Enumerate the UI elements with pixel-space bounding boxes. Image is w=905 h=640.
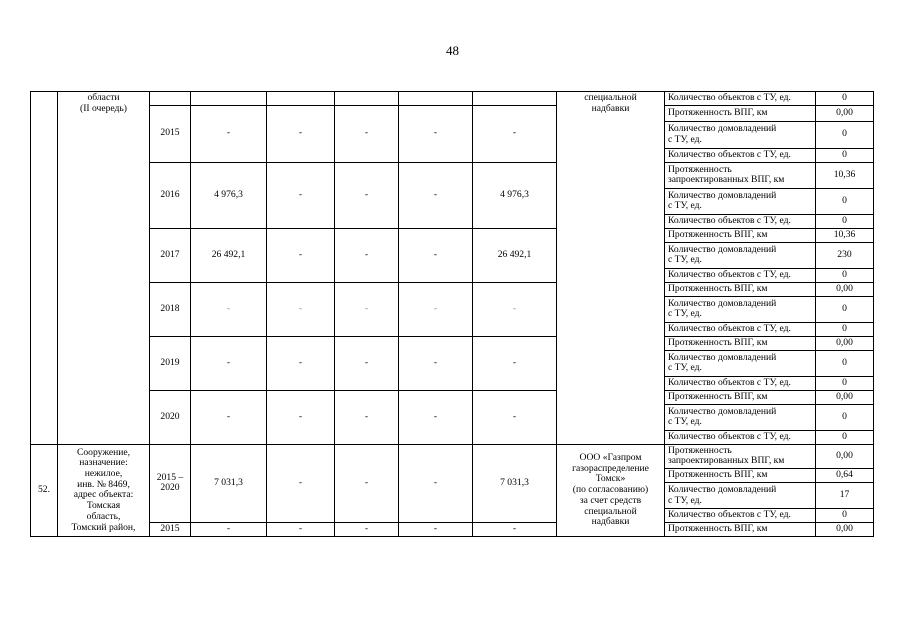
fund-cell: - — [399, 390, 473, 444]
year-cell: 2018 — [150, 282, 191, 336]
value-cell: 0,64 — [816, 469, 874, 483]
indicator-cell: Протяженность ВПГ, км — [665, 228, 816, 242]
value-cell: 0 — [816, 430, 874, 444]
year-cell: 2016 — [150, 162, 191, 228]
fund-cell: - — [267, 162, 335, 228]
fund-cell: - — [399, 228, 473, 282]
year-cell: 2015 – 2020 — [150, 444, 191, 522]
total-cell: - — [191, 105, 267, 162]
indicator-cell: Количество объектов с ТУ, ед. — [665, 268, 816, 282]
year-cell: 2020 — [150, 390, 191, 444]
table-row — [31, 228, 874, 242]
indicator-cell: Протяженность запроектированных ВПГ, км — [665, 162, 816, 188]
value-cell: 230 — [816, 242, 874, 268]
total-cell: - — [191, 336, 267, 390]
indicator-cell: Количество объектов с ТУ, ед. — [665, 430, 816, 444]
fund-cell: - — [335, 228, 399, 282]
table-row — [31, 162, 874, 188]
table-row — [31, 336, 874, 350]
indicator-cell: Количество объектов с ТУ, ед. — [665, 322, 816, 336]
fund-cell: - — [399, 282, 473, 336]
value-cell: 0 — [816, 509, 874, 523]
total-cell: 26 492,1 — [191, 228, 267, 282]
indicator-cell: Протяженность ВПГ, км — [665, 390, 816, 404]
fund-cell: 4 976,3 — [473, 162, 557, 228]
table-row — [31, 444, 874, 468]
indicator-cell: Протяженность ВПГ, км — [665, 282, 816, 296]
empty-top-cell — [399, 92, 473, 106]
value-cell: 0,00 — [816, 444, 874, 468]
value-cell: 0 — [816, 214, 874, 228]
indicator-cell: Количество домовладений с ТУ, ед. — [665, 121, 816, 148]
indicator-cell: Количество объектов с ТУ, ед. — [665, 92, 816, 106]
value-cell: 0 — [816, 268, 874, 282]
fund-cell: - — [267, 444, 335, 522]
year-cell: 2015 — [150, 523, 191, 537]
indicator-cell: Количество домовладений с ТУ, ед. — [665, 188, 816, 214]
fund-cell: - — [267, 105, 335, 162]
indicator-cell: Количество объектов с ТУ, ед. — [665, 376, 816, 390]
fund-cell: - — [399, 162, 473, 228]
value-cell: 0 — [816, 404, 874, 430]
total-cell: - — [191, 282, 267, 336]
fund-cell: - — [473, 523, 557, 537]
value-cell: 0 — [816, 121, 874, 148]
indicator-cell: Количество объектов с ТУ, ед. — [665, 148, 816, 162]
fund-cell: - — [267, 523, 335, 537]
fund-cell: - — [335, 282, 399, 336]
fund-cell: - — [335, 105, 399, 162]
fund-cell: - — [399, 523, 473, 537]
value-cell: 0 — [816, 350, 874, 376]
indicator-cell: Протяженность ВПГ, км — [665, 469, 816, 483]
empty-top-cell — [267, 92, 335, 106]
value-cell: 0,00 — [816, 282, 874, 296]
program-table — [30, 91, 874, 537]
indicator-cell: Количество домовладений с ТУ, ед. — [665, 483, 816, 509]
table-row — [31, 523, 874, 537]
fund-cell: - — [473, 105, 557, 162]
value-cell: 0,00 — [816, 105, 874, 121]
fund-cell: - — [267, 228, 335, 282]
fund-cell: 7 031,3 — [473, 444, 557, 522]
year-cell: 2019 — [150, 336, 191, 390]
indicator-cell: Количество домовладений с ТУ, ед. — [665, 296, 816, 322]
fund-cell: 26 492,1 — [473, 228, 557, 282]
empty-top-cell — [150, 92, 191, 106]
year-cell: 2017 — [150, 228, 191, 282]
table-row — [31, 282, 874, 296]
indicator-cell: Количество домовладений с ТУ, ед. — [665, 404, 816, 430]
fund-cell: - — [267, 282, 335, 336]
value-cell: 10,36 — [816, 228, 874, 242]
total-cell: 7 031,3 — [191, 444, 267, 522]
value-cell: 0,00 — [816, 336, 874, 350]
total-cell: - — [191, 523, 267, 537]
indicator-cell: Количество домовладений с ТУ, ед. — [665, 242, 816, 268]
total-cell: 4 976,3 — [191, 162, 267, 228]
empty-top-cell — [335, 92, 399, 106]
indicator-cell: Количество объектов с ТУ, ед. — [665, 509, 816, 523]
fund-cell: - — [267, 336, 335, 390]
table-row — [31, 105, 874, 121]
value-cell: 10,36 — [816, 162, 874, 188]
total-cell: - — [191, 390, 267, 444]
indicator-cell: Протяженность ВПГ, км — [665, 105, 816, 121]
value-cell: 0,00 — [816, 523, 874, 537]
value-cell: 0,00 — [816, 390, 874, 404]
value-cell: 0 — [816, 148, 874, 162]
indicator-cell: Протяженность ВПГ, км — [665, 336, 816, 350]
fund-cell: - — [473, 282, 557, 336]
indicator-cell: Количество домовладений с ТУ, ед. — [665, 350, 816, 376]
fund-cell: - — [399, 105, 473, 162]
table-row — [31, 390, 874, 404]
fund-cell: - — [335, 390, 399, 444]
indicator-cell: Протяженность запроектированных ВПГ, км — [665, 444, 816, 468]
value-cell: 0 — [816, 322, 874, 336]
fund-cell: - — [335, 162, 399, 228]
value-cell: 17 — [816, 483, 874, 509]
year-cell: 2015 — [150, 105, 191, 162]
indicator-cell: Протяженность ВПГ, км — [665, 523, 816, 537]
num-cell: 52. — [31, 444, 58, 536]
value-cell: 0 — [816, 376, 874, 390]
fund-cell: - — [335, 336, 399, 390]
table-row — [31, 92, 874, 106]
fund-cell: - — [399, 336, 473, 390]
empty-top-cell — [191, 92, 267, 106]
executor-cell: ООО «Газпром газораспределение Томск» (по согласованию) за счет средств специальной надбавки — [557, 444, 665, 536]
fund-cell: - — [473, 336, 557, 390]
page-number: 48 — [446, 43, 459, 58]
num-cell-empty — [31, 92, 58, 445]
value-cell: 0 — [816, 296, 874, 322]
object-name-cell: Сооружение, назначение: нежилое, инв. № 8469, адрес объекта: Томская область, Томский район, — [58, 444, 150, 536]
fund-cell: - — [399, 444, 473, 522]
empty-top-cell — [473, 92, 557, 106]
object-name-cell: области (II очередь) — [58, 92, 150, 445]
fund-cell: - — [335, 444, 399, 522]
fund-cell: - — [335, 523, 399, 537]
executor-cell: специальной надбавки — [557, 92, 665, 445]
fund-cell: - — [473, 390, 557, 444]
value-cell: 0 — [816, 92, 874, 106]
indicator-cell: Количество объектов с ТУ, ед. — [665, 214, 816, 228]
value-cell: 0 — [816, 188, 874, 214]
fund-cell: - — [267, 390, 335, 444]
